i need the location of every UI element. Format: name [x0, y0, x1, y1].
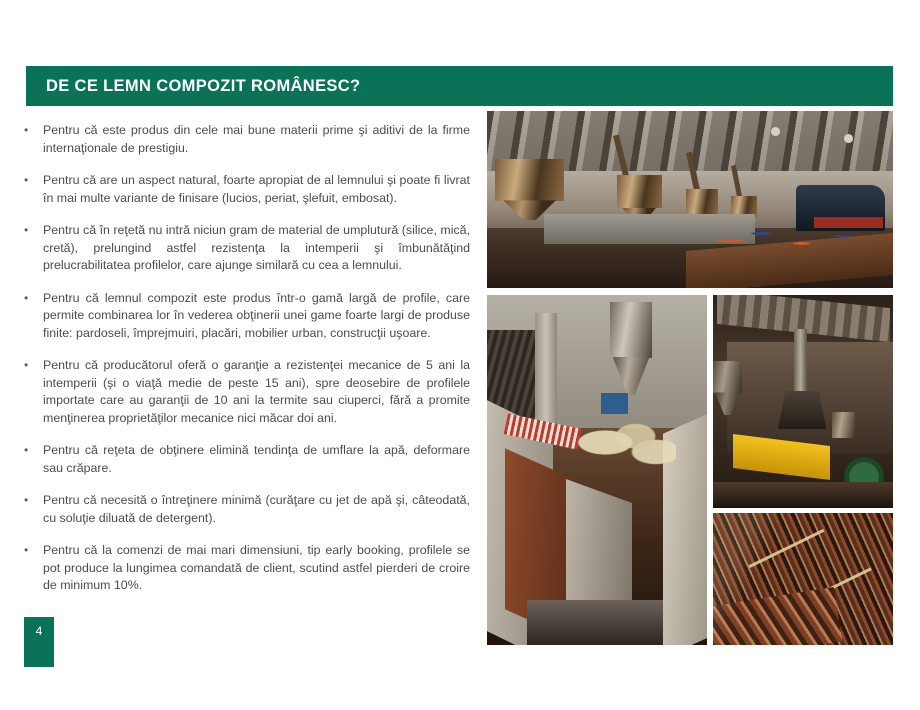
page-number-label: 4: [35, 624, 43, 638]
list-item: [22, 442, 470, 477]
list-item: [22, 290, 470, 343]
bullet-marker-icon: •: [24, 173, 29, 187]
ceiling-lamp-icon: [771, 127, 780, 136]
extrusion-line-photo: [487, 295, 707, 645]
list-item: [22, 172, 470, 207]
slide-title-bar: [26, 66, 893, 106]
bullet-marker-icon: •: [24, 543, 29, 557]
list-item: [22, 492, 470, 527]
bullet-text: Pentru că lemnul compozit este produs într-o gamă largă de profile, care permite combinarea lor în vederea obţinerii unei game foarte largi de produse finite: pardoseli, împrejmuiri, placări, mobilier urban, construcţii uşoare.: [43, 290, 470, 340]
material-hopper: [617, 175, 662, 209]
bullet-text: Pentru că este produs din cele mai bune materii prime şi aditivi de la firme internaţionale de prestigiu.: [43, 123, 470, 155]
bullet-marker-icon: •: [24, 123, 29, 137]
bullet-marker-icon: •: [24, 290, 29, 305]
factory-hall-hoppers-photo: [487, 111, 893, 288]
material-hopper: [686, 189, 718, 216]
workshop-floor: [713, 482, 893, 508]
page-title: DE CE LEMN COMPOZIT ROMÂNESC?: [46, 76, 361, 95]
material-hopper: [610, 302, 652, 358]
list-item: [22, 222, 470, 275]
material-hopper: [713, 361, 742, 393]
cooling-hoses: [575, 411, 676, 474]
bullet-list: [22, 122, 470, 610]
duct-downpipe: [794, 329, 807, 397]
list-item: [22, 542, 470, 595]
photo-scene: [713, 513, 893, 645]
bullet-text: Pentru că la comenzi de mai mari dimensiuni, tip early booking, profilele se pot produce la lungimea comandată de client, scutind astfel pierderi de croire de minimum 10%.: [43, 543, 470, 592]
bullet-text: Pentru că reţeta de obţinere elimină tendinţa de umflare la apă, deformare sau crăpare.: [43, 443, 470, 475]
dark-workshop-yellow-machine-photo: [713, 295, 893, 508]
foreground-beam: [527, 600, 663, 646]
list-item: [22, 357, 470, 427]
bullet-marker-icon: •: [24, 223, 29, 237]
bullet-marker-icon: •: [24, 493, 29, 507]
bullet-marker-icon: •: [24, 443, 29, 457]
material-hopper: [832, 412, 855, 438]
bullet-marker-icon: •: [24, 358, 29, 372]
ceiling-lamp-icon: [844, 134, 853, 143]
photo-scene: [487, 111, 893, 288]
hydraulic-cables: [690, 226, 893, 251]
extraction-hood: [778, 391, 827, 429]
page-number-badge: [24, 617, 54, 667]
material-hopper: [495, 159, 564, 201]
photo-scene: [713, 295, 893, 508]
photo-scene: [487, 295, 707, 645]
bullet-text: Pentru că necesită o întreţinere minimă (curăţare cu jet de apă şi, câteodată, cu soluţie diluată de detergent).: [43, 493, 470, 525]
stacked-profiles-photo: [713, 513, 893, 645]
list-item: [22, 122, 470, 157]
bullet-text: Pentru că în reţetă nu intră niciun gram de material de umplutură (silice, mică, cretă), prelungind astfel rezistenţa la intemperii şi îmbunătăţind prelucrabilitatea profilelor, care ajunge similară cu cea a lemnului.: [43, 223, 470, 272]
bullet-text: Pentru că producătorul oferă o garanţie a rezistenţei mecanice de 5 ani la intemperii (şi o viaţă medie de peste 15 ani), spre deosebire de profilele importate care au garanţii de 10 ani la termite sau ciuperci, fără a promite menţinerea proprietăţilor mecanice nici măcar doi ani.: [43, 358, 470, 425]
bullet-text: Pentru că are un aspect natural, foarte apropiat de al lemnului şi poate fi livrat în mai multe variante de finisare (lucios, periat, şlefuit, embosat).: [43, 173, 470, 205]
light-sheen: [713, 513, 893, 645]
